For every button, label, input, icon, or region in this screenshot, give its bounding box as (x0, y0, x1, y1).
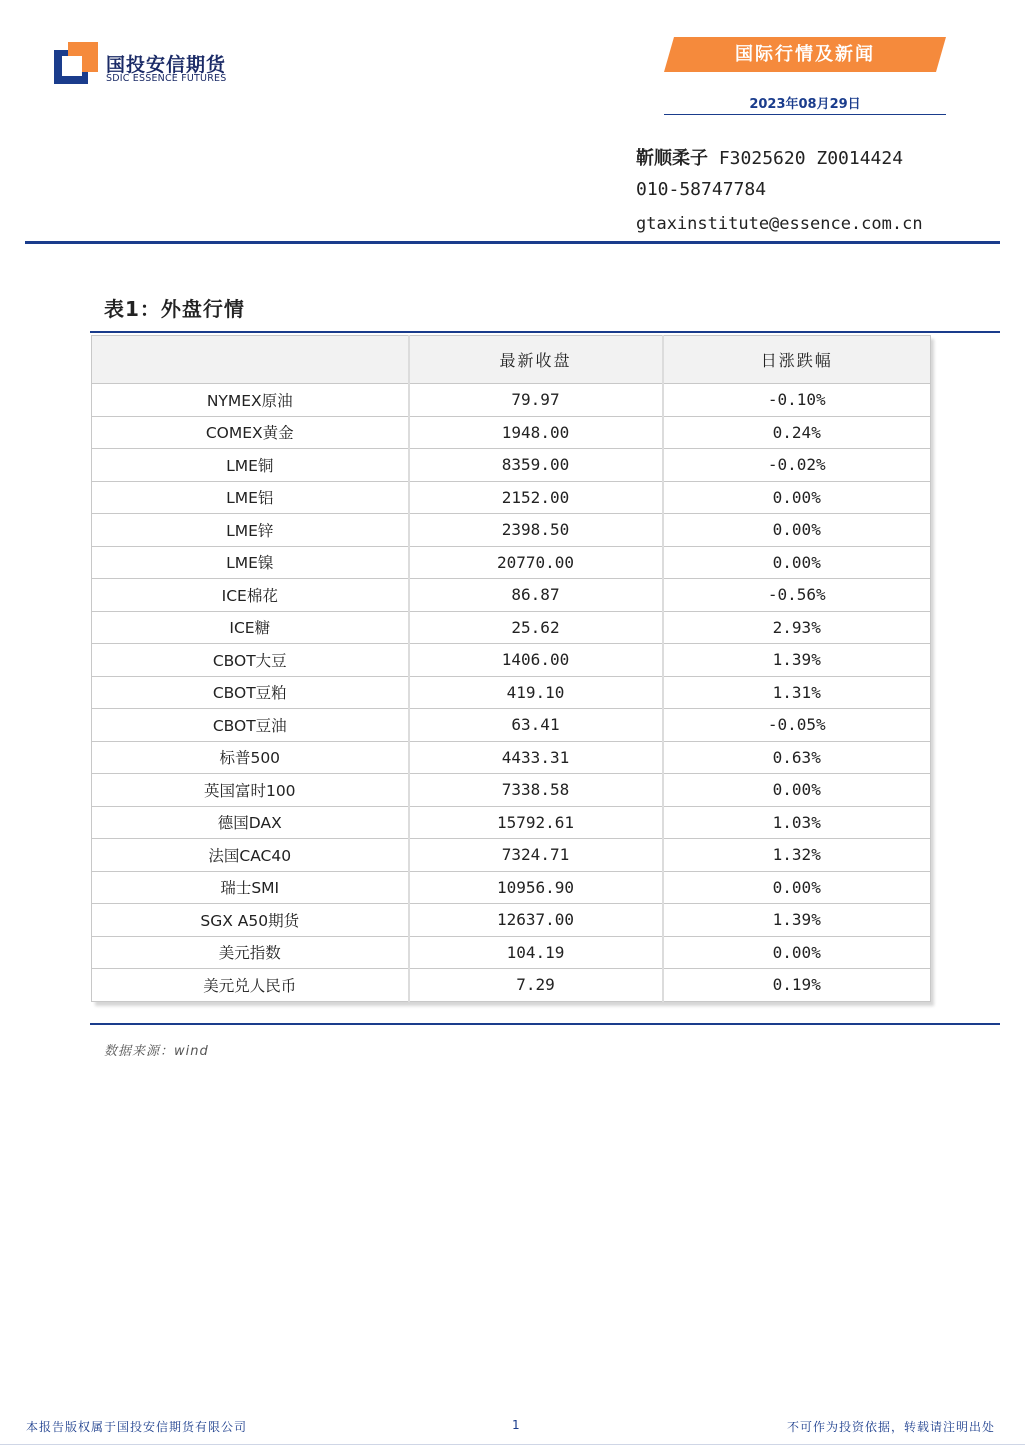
row-change: 1.32% (663, 839, 931, 872)
row-name: 法国CAC40 (92, 839, 409, 872)
row-name: 美元兑人民币 (92, 969, 409, 1002)
row-change: -0.05% (663, 709, 931, 742)
row-change: 0.00% (663, 871, 931, 904)
row-close: 1948.00 (409, 416, 663, 449)
row-name: 美元指数 (92, 936, 409, 969)
contact-email[interactable]: gtaxinstitute@essence.com.cn (636, 214, 923, 234)
row-close: 419.10 (409, 676, 663, 709)
row-name: LME铝 (92, 481, 409, 514)
row-name: SGX A50期货 (92, 904, 409, 937)
row-close: 15792.61 (409, 806, 663, 839)
row-name: CBOT豆油 (92, 709, 409, 742)
row-name: LME镍 (92, 546, 409, 579)
table-row (92, 806, 931, 839)
row-close: 7.29 (409, 969, 663, 1002)
row-name: 英国富时100 (92, 774, 409, 807)
row-close: 7324.71 (409, 839, 663, 872)
date-underline (664, 114, 946, 115)
row-name: ICE糖 (92, 611, 409, 644)
row-change: 1.31% (663, 676, 931, 709)
row-name: 德国DAX (92, 806, 409, 839)
footer-rule (0, 1444, 1025, 1445)
row-name: COMEX黄金 (92, 416, 409, 449)
row-close: 7338.58 (409, 774, 663, 807)
table-row (92, 741, 931, 774)
row-close: 2152.00 (409, 481, 663, 514)
row-close: 20770.00 (409, 546, 663, 579)
company-logo-mark (54, 42, 98, 84)
row-close: 79.97 (409, 384, 663, 417)
header-close: 最新收盘 (409, 336, 663, 384)
company-name-en: SDIC ESSENCE FUTURES (106, 73, 227, 84)
table-row (92, 611, 931, 644)
table-row (92, 546, 931, 579)
row-close: 1406.00 (409, 644, 663, 677)
footer-disclaimer: 不可作为投资依据，转载请注明出处 (786, 1420, 995, 1434)
table-title: 表1：外盘行情 (104, 297, 245, 321)
table-header-row (92, 336, 931, 384)
row-change: 1.39% (663, 644, 931, 677)
row-change: -0.56% (663, 579, 931, 612)
row-name: CBOT豆粕 (92, 676, 409, 709)
row-close: 4433.31 (409, 741, 663, 774)
row-close: 86.87 (409, 579, 663, 612)
table-row (92, 644, 931, 677)
row-change: 0.63% (663, 741, 931, 774)
row-change: -0.02% (663, 449, 931, 482)
row-change: 2.93% (663, 611, 931, 644)
author-name: 靳顺柔子 (636, 148, 708, 169)
header-change: 日涨跌幅 (663, 336, 931, 384)
row-change: 0.19% (663, 969, 931, 1002)
table-row (92, 709, 931, 742)
row-change: 0.00% (663, 514, 931, 547)
row-change: 1.39% (663, 904, 931, 937)
row-close: 12637.00 (409, 904, 663, 937)
table-bottom-rule (90, 1023, 1000, 1025)
row-change: 0.24% (663, 416, 931, 449)
table-row (92, 904, 931, 937)
table-row (92, 774, 931, 807)
row-close: 10956.90 (409, 871, 663, 904)
row-change: 0.00% (663, 481, 931, 514)
report-type-label: 国际行情及新闻 (735, 44, 875, 65)
table-row (92, 384, 931, 417)
row-name: CBOT大豆 (92, 644, 409, 677)
row-close: 2398.50 (409, 514, 663, 547)
table-row (92, 969, 931, 1002)
table-row (92, 416, 931, 449)
row-name: LME铜 (92, 449, 409, 482)
table-row (92, 839, 931, 872)
row-close: 8359.00 (409, 449, 663, 482)
row-change: -0.10% (663, 384, 931, 417)
overseas-market-table (91, 335, 931, 1002)
row-close: 63.41 (409, 709, 663, 742)
header-name (92, 336, 409, 384)
row-change: 0.00% (663, 774, 931, 807)
author-line (636, 144, 903, 170)
author-license-ids: F3025620 Z0014424 (718, 148, 904, 169)
table-row (92, 579, 931, 612)
row-change: 1.03% (663, 806, 931, 839)
row-name: NYMEX原油 (92, 384, 409, 417)
footer-copyright: 本报告版权属于国投安信期货有限公司 (26, 1420, 248, 1434)
table-row (92, 481, 931, 514)
table-row (92, 449, 931, 482)
row-close: 104.19 (409, 936, 663, 969)
row-name: ICE棉花 (92, 579, 409, 612)
market-table-container (91, 335, 930, 1002)
table-row (92, 514, 931, 547)
row-name: LME锌 (92, 514, 409, 547)
data-source-note: 数据来源：wind (104, 1044, 209, 1059)
table-top-rule (90, 331, 1000, 333)
row-name: 瑞士SMI (92, 871, 409, 904)
table-row (92, 871, 931, 904)
header-divider (25, 241, 1000, 244)
row-close: 25.62 (409, 611, 663, 644)
row-change: 0.00% (663, 936, 931, 969)
footer-page-number: 1 (512, 1418, 520, 1432)
row-name: 标普500 (92, 741, 409, 774)
contact-phone: 010-58747784 (636, 179, 767, 200)
row-change: 0.00% (663, 546, 931, 579)
report-date: 2023年08月29日 (749, 97, 861, 112)
table-row (92, 676, 931, 709)
company-name-cn: 国投安信期货 (106, 54, 227, 76)
table-row (92, 936, 931, 969)
